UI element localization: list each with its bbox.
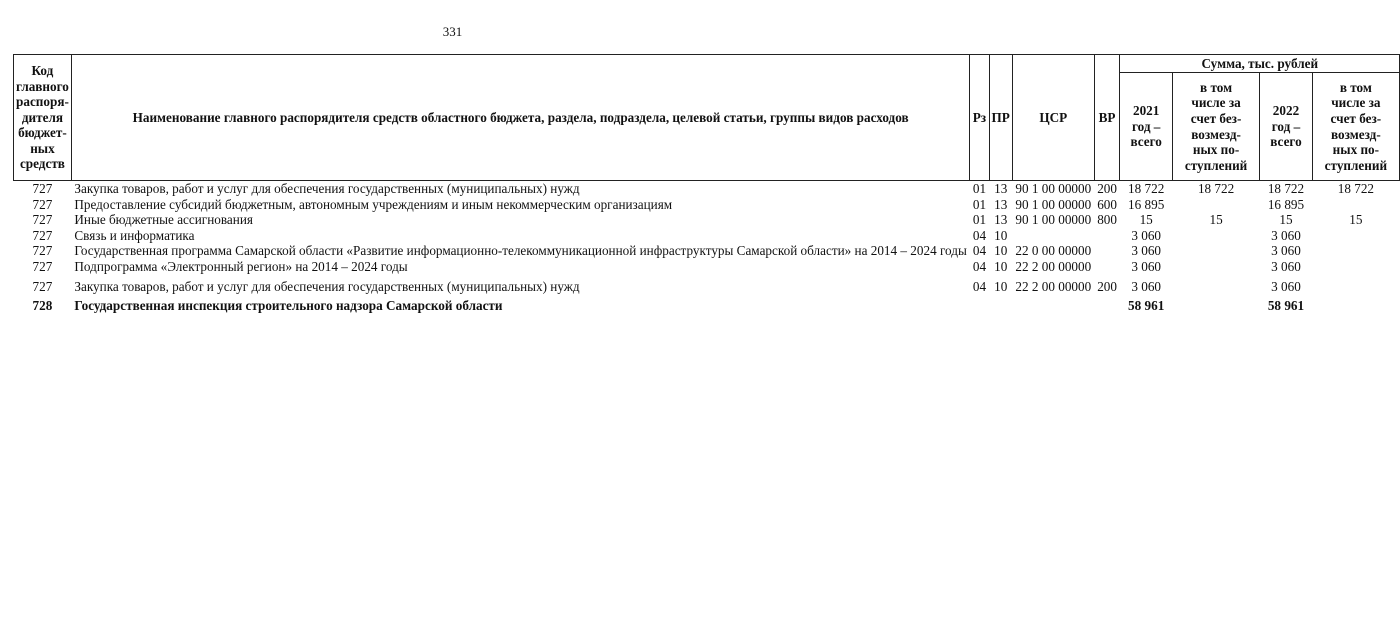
- row-sum-2022: 3 060: [1271, 227, 1301, 243]
- row-csr: 22 2 00 00000: [1015, 258, 1092, 274]
- row-sum-2021: 3 060: [1131, 258, 1161, 274]
- row-code: 728: [32, 298, 53, 314]
- page-number: 331: [442, 24, 463, 39]
- row-free-2021: 18 722: [1197, 181, 1235, 196]
- row-free-2021: [1172, 243, 1259, 259]
- row-rz: 04: [972, 258, 987, 274]
- row-sum-2021: 3 060: [1131, 243, 1161, 259]
- row-code: 727: [32, 243, 53, 259]
- row-csr: 22 2 00 00000: [1015, 278, 1092, 294]
- row-name: Государственная программа Самарской области «Развитие информационно-телекоммуникационной инфраструктуры Самарской области» на 2014 – 2024 годы: [74, 243, 967, 259]
- row-free-2022: [1312, 228, 1399, 244]
- row-name: Закупка товаров, работ и услуг для обеспечения государственных (муниципальных) нужд: [74, 278, 580, 294]
- row-vr: 200: [1097, 278, 1117, 294]
- row-pr: 10: [994, 243, 1008, 259]
- header-vr: ВР: [1094, 55, 1120, 181]
- row-free-2021: [1172, 259, 1259, 275]
- row-rz: 01: [972, 212, 987, 228]
- row-name: Связь и информатика: [74, 227, 195, 243]
- row-pr: 13: [994, 212, 1008, 228]
- row-pr: 13: [994, 181, 1008, 196]
- row-code: 727: [32, 278, 53, 294]
- row-csr: [1012, 228, 1094, 244]
- table-row: [14, 197, 1400, 213]
- header-2022-total: 2022 год – всего: [1260, 73, 1312, 181]
- row-csr: 22 0 00 00000: [1015, 243, 1092, 259]
- row-name: Иные бюджетные ассигнования: [74, 212, 253, 228]
- row-csr: 90 1 00 00000: [1015, 212, 1092, 228]
- row-free-2022: [1312, 298, 1399, 314]
- row-vr: 800: [1097, 212, 1117, 228]
- row-name: Предоставление субсидий бюджетным, автономным учреждениям и иным некоммерческим организациям: [74, 196, 673, 212]
- row-pr: 10: [994, 258, 1008, 274]
- table-row: [14, 298, 1400, 314]
- header-sum: Сумма, тыс. рублей: [1120, 55, 1400, 73]
- header-2021-free: в том числе за счет без-возмезд-ных по-ступлений: [1172, 73, 1259, 181]
- row-sum-2021: 18 722: [1128, 181, 1165, 196]
- row-pr: 10: [994, 227, 1008, 243]
- table-row: [14, 181, 1400, 197]
- row-sum-2022: 18 722: [1267, 181, 1305, 196]
- row-vr: 600: [1097, 196, 1117, 212]
- row-name: Закупка товаров, работ и услуг для обеспечения государственных (муниципальных) нужд: [74, 181, 580, 196]
- row-vr: 200: [1097, 181, 1117, 196]
- row-pr: 13: [994, 196, 1008, 212]
- row-free-2021: 15: [1209, 212, 1223, 228]
- row-pr: [989, 298, 1012, 314]
- row-vr: [1094, 298, 1120, 314]
- table-row: [14, 228, 1400, 244]
- row-name: Подпрограмма «Электронный регион» на 2014 – 2024 годы: [74, 258, 408, 274]
- row-sum-2022: 3 060: [1271, 258, 1301, 274]
- row-sum-2022: 15: [1279, 212, 1293, 228]
- row-code: 727: [32, 181, 53, 196]
- header-rz: Рз: [970, 55, 989, 181]
- row-free-2022: [1312, 279, 1399, 295]
- row-rz: 04: [972, 227, 987, 243]
- table-row: [14, 279, 1400, 295]
- row-sum-2021: 3 060: [1131, 278, 1161, 294]
- budget-table: [13, 54, 1400, 314]
- header-pr: ПР: [989, 55, 1012, 181]
- row-name: Государственная инспекция строительного надзора Самарской области: [74, 298, 503, 314]
- row-free-2021: [1172, 279, 1259, 295]
- header-2021-total: 2021 год – всего: [1120, 73, 1172, 181]
- header-2022-free: в том числе за счет без-возмезд-ных по-ступлений: [1312, 73, 1399, 181]
- row-free-2022: [1312, 243, 1399, 259]
- row-csr: [1012, 298, 1094, 314]
- row-free-2022: [1312, 197, 1399, 213]
- row-sum-2021: 15: [1139, 212, 1153, 228]
- row-rz: [970, 298, 989, 314]
- row-sum-2021: 3 060: [1131, 227, 1161, 243]
- header-name: Наименование главного распорядителя средств областного бюджета, раздела, подраздела, целевой статьи, группы видов расходов: [71, 55, 969, 181]
- header-code: Код главного распоря-дителя бюджет-ных средств: [14, 55, 72, 181]
- row-sum-2021: 16 895: [1128, 196, 1165, 212]
- row-code: 727: [32, 212, 53, 228]
- row-code: 727: [32, 227, 53, 243]
- row-sum-2022: 16 895: [1267, 196, 1305, 212]
- row-code: 727: [32, 196, 53, 212]
- row-free-2022: 18 722: [1337, 181, 1374, 196]
- row-rz: 04: [972, 278, 987, 294]
- row-csr: 90 1 00 00000: [1015, 196, 1092, 212]
- row-vr: [1094, 228, 1120, 244]
- row-rz: 04: [972, 243, 987, 259]
- row-vr: [1094, 259, 1120, 275]
- row-sum-2022: 3 060: [1271, 243, 1301, 259]
- row-pr: 10: [994, 278, 1008, 294]
- row-sum-2022: 58 961: [1267, 298, 1305, 314]
- table-row: [14, 243, 1400, 259]
- row-free-2022: [1312, 259, 1399, 275]
- row-free-2021: [1172, 228, 1259, 244]
- row-free-2021: [1172, 298, 1259, 314]
- row-free-2022: 15: [1349, 212, 1363, 228]
- row-sum-2022: 3 060: [1271, 278, 1301, 294]
- row-vr: [1094, 243, 1120, 259]
- row-rz: 01: [972, 196, 987, 212]
- row-csr: 90 1 00 00000: [1015, 181, 1092, 196]
- row-code: 727: [32, 258, 53, 274]
- row-free-2021: [1172, 197, 1259, 213]
- table-row: [14, 259, 1400, 275]
- row-sum-2021: 58 961: [1128, 298, 1165, 314]
- row-rz: 01: [972, 181, 987, 196]
- table-row: [14, 212, 1400, 228]
- header-csr: ЦСР: [1012, 55, 1094, 181]
